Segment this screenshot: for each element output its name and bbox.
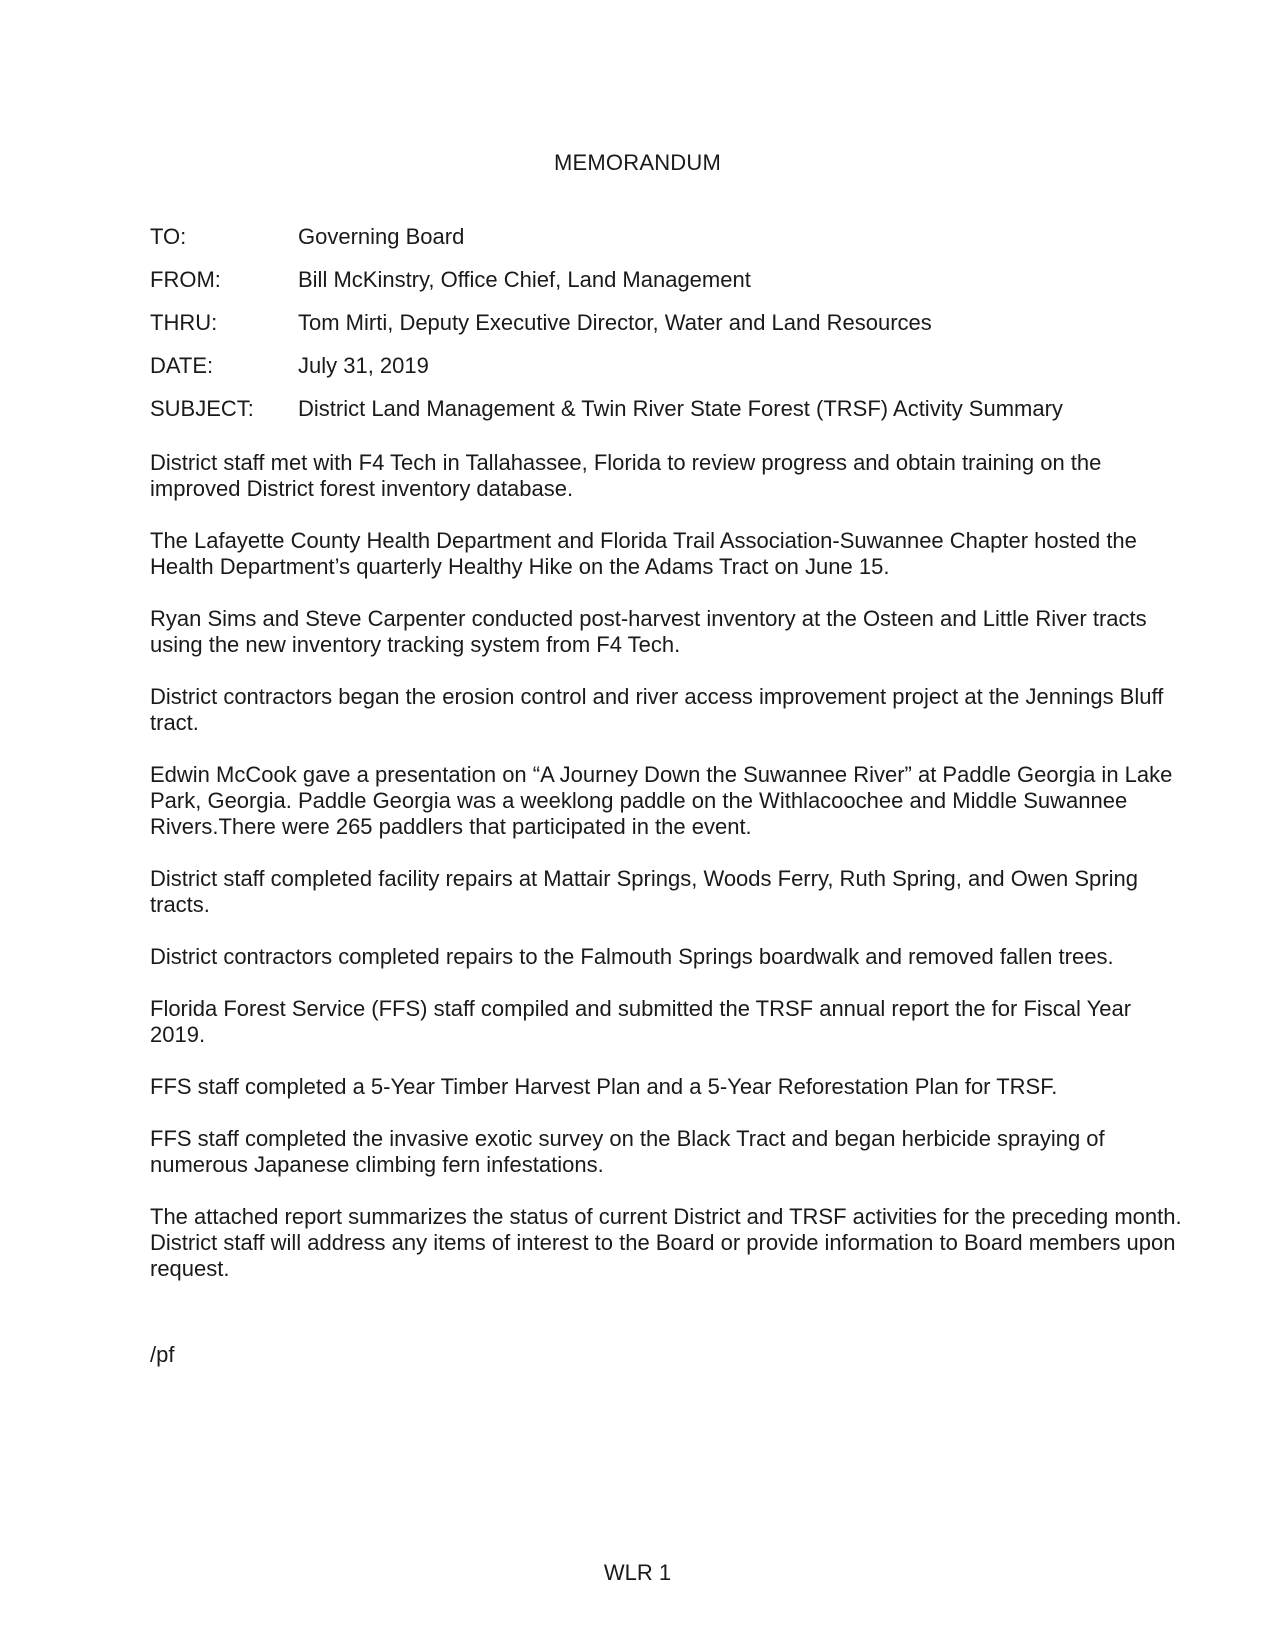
header-row-date [150,353,1180,396]
body-paragraph: The attached report summarizes the status of current District and TRSF activities for the preceding month. District staff will address any items of interest to the Board or provide information to Board members upon request. [150,1204,1182,1281]
header-row-to [150,224,1180,267]
typist-initials: /pf [150,1342,175,1367]
body-paragraph: Ryan Sims and Steve Carpenter conducted post-harvest inventory at the Osteen and Little River tracts using the new inventory tracking system from F4 Tech. [150,606,1147,657]
header-label: TO: [150,224,187,249]
memo-title: MEMORANDUM [554,150,721,175]
header-row-subject [150,396,1180,439]
header-value: Bill McKinstry, Office Chief, Land Management [298,267,751,292]
body-paragraph: District contractors completed repairs to the Falmouth Springs boardwalk and removed fallen trees. [150,944,1114,969]
body-paragraph: District staff completed facility repairs at Mattair Springs, Woods Ferry, Ruth Spring, and Owen Spring tracts. [150,866,1138,917]
header-label: DATE: [150,353,214,378]
memo-body [150,450,1185,1308]
header-label: SUBJECT: [150,396,254,421]
header-row-from [150,267,1180,310]
body-paragraph: FFS staff completed a 5-Year Timber Harvest Plan and a 5-Year Reforestation Plan for TRSF. [150,1074,1058,1099]
body-paragraph: FFS staff completed the invasive exotic survey on the Black Tract and began herbicide spraying of numerous Japanese climbing fern infestations. [150,1126,1105,1177]
page-number: WLR 1 [603,1560,672,1585]
memo-header [150,224,1180,439]
header-row-thru [150,310,1180,353]
header-value: July 31, 2019 [298,353,429,378]
header-value: District Land Management & Twin River State Forest (TRSF) Activity Summary [298,396,1063,421]
body-paragraph: The Lafayette County Health Department and Florida Trail Association-Suwannee Chapter hosted the Health Department’s quarterly Healthy Hike on the Adams Tract on June 15. [150,528,1137,579]
body-paragraph: Edwin McCook gave a presentation on “A Journey Down the Suwannee River” at Paddle Georgia in Lake Park, Georgia. Paddle Georgia was a weeklong paddle on the Withlacoochee and Middle Suwannee Rivers.There were 265 paddlers that participated in the event. [150,762,1173,839]
header-value: Governing Board [298,224,465,249]
header-label: THRU: [150,310,218,335]
body-paragraph: District staff met with F4 Tech in Tallahassee, Florida to review progress and obtain training on the improved District forest inventory database. [150,450,1102,501]
body-paragraph: Florida Forest Service (FFS) staff compiled and submitted the TRSF annual report the for Fiscal Year 2019. [150,996,1132,1047]
header-value: Tom Mirti, Deputy Executive Director, Water and Land Resources [298,310,932,335]
body-paragraph: District contractors began the erosion control and river access improvement project at the Jennings Bluff tract. [150,684,1164,735]
header-label: FROM: [150,267,221,292]
